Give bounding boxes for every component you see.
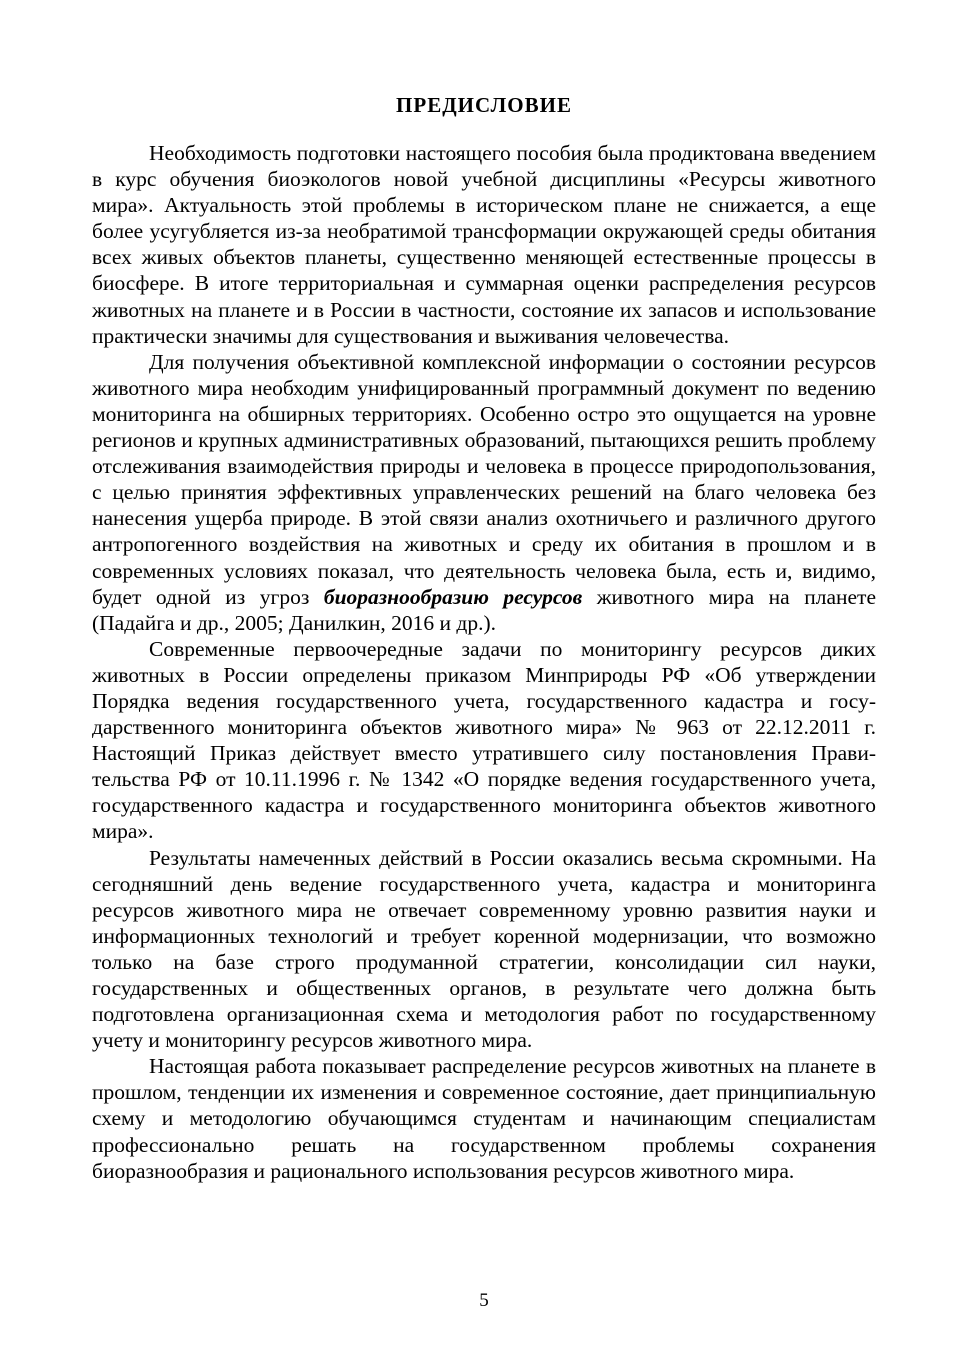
- paragraph-2-text-before: Для получения объективной комплексной информации о состоянии ресурсов животного мира необходим унифицированный программный документ по ведению мониторинга на обширных территориях. Особенно остро это ощущается на уровне регионов и крупных административных образований, пытающихся решить проблему отслеживания взаимодействия природы и человека в процессе природопользования, с целью принятия эффективных управленческих решений на благо человека без нанесения ущерба природе. В этой связи анализ охотничьего и различного другого антропогенного воздействия на животных и среду их обитания в прошлом и в современных условиях показал, что деятельность человека была, есть и, видимо, будет одной из угроз: [92, 349, 876, 609]
- paragraph-1: Необходимость подготовки настоящего пособия была продиктована введением в курс обучения биоэкологов новой учебной дисциплины «Ресурсы животного мира». Актуальность этой проблемы в историческом плане не снижается, а еще более усугубляется из-за необратимой трансформации окружающей среды обитания всех живых объектов планеты, существенно меняющей естественные процессы в биосфере. В итоге территориальная и суммарная оценки распределения ресурсов животных на планете и в России в частности, состояние их запасов и использование практически значимы для существования и выживания человечества.: [92, 141, 876, 348]
- page-number: 5: [479, 1290, 489, 1311]
- paragraph-5: Настоящая работа показывает распределение ресурсов животных на планете в прошлом, тенденции их изменения и современное состояние, дает принципиальную схему и методологию обучающимся студентам и начинающим специалистам профессионально решать на государственном проблемы сохранения биоразнообразия и рационального использования ресурсов животного мира.: [92, 1054, 876, 1183]
- body-text: [92, 140, 876, 1184]
- paragraph-3: Современные первоочередные задачи по мониторингу ресурсов диких животных в России определены приказом Минприроды РФ «Об утверждении Порядка ведения государственного учета, государственного кадастра и государственного мониторинга объектов животного мира» № 963 от 22.12.2011 г. Настоящий Приказ действует вместо утратившего силу постановления Правительства РФ от 10.11.1996 г. № 1342 «О порядке ведения государственного учета, государственного кадастра и государственного мониторинга объектов животного мира».: [92, 636, 876, 844]
- page-title: ПРЕДИСЛОВИЕ: [396, 93, 572, 117]
- paragraph-2: [92, 349, 876, 636]
- paragraph-4: Результаты намеченных действий в России оказались весьма скромными. На сегодняшний день ведение государственного учета, кадастра и мониторинга ресурсов животного мира не отвечает современному уровню развития науки и информационных технологий и требует коренной модернизации, что возможно только на базе строго продуманной стратегии, консолидации сил науки, государственных и общественных органов, в результате чего должна быть подготовлена организационная схема и методология работ по государственному учету и мониторингу ресурсов животного мира.: [92, 845, 876, 1053]
- paragraph-2-text-after: животного мира на планете (Падайга и др., 2005; Данилкин, 2016 и др.).: [92, 584, 876, 635]
- paragraph-2-emphasis: биоразнообразию ресурсов: [323, 584, 583, 609]
